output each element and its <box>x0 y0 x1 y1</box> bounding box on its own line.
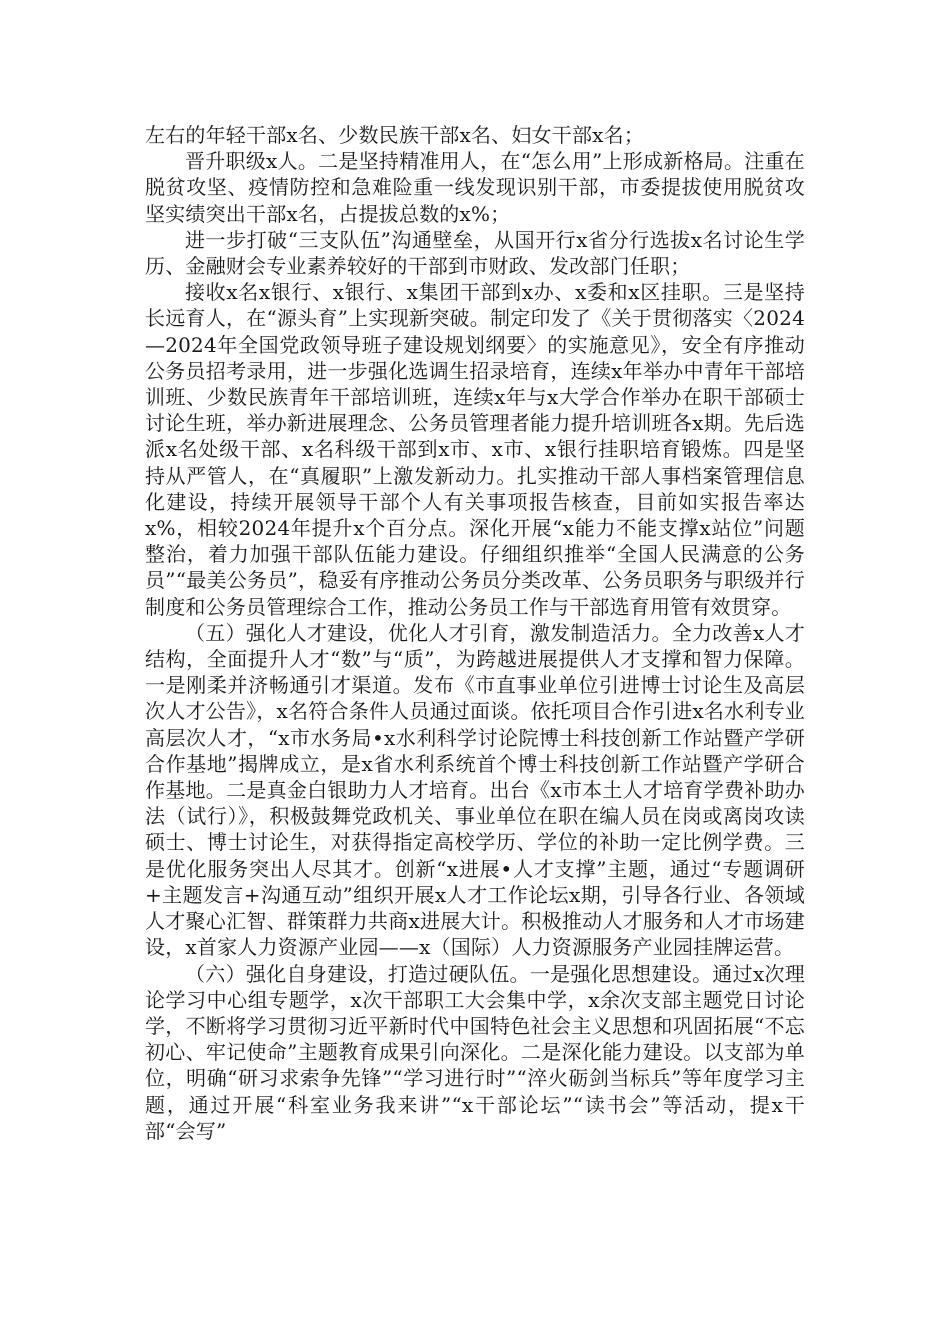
paragraph: 接收x名x银行、x银行、x集团干部到x办、x委和x区挂职。三是坚持长远育人，在“源头育”上实现新突破。制定印发了《关于贯彻落实〈2024—2024年全国党政领导班子建设规划纲要〉的实施意见》，安全有序推动公务员招考录用，进一步强化选调生招录培育，连续x年举办中青年干部培训班、少数民族青年干部培训班，连续x年与x大学合作举办在职干部硕士讨论生班，举办新进展理念、公务员管理者能力提升培训班各x期。先后选派x名处级干部、x名科级干部到x市、x市、x银行挂职培育锻炼。四是坚持从严管人，在“真履职”上激发新动力。扎实推动干部人事档案管理信息化建设，持续开展领导干部个人有关事项报告核查，目前如实报告率达x%，相较2024年提升x个百分点。深化开展“x能力不能支撑x站位”问题整治，着力加强干部队伍能力建设。仔细组织推举“全国人民满意的公务员”“最美公务员”，稳妥有序推动公务员分类改革、公务员职务与职级并行制度和公务员管理综合工作，推动公务员工作与干部选育用管有效贯穿。 <box>145 280 805 619</box>
paragraph: 晋升职级x人。二是坚持精准用人，在“怎么用”上形成新格局。注重在脱贫攻坚、疫情防控和急难险重一线发现识别干部，市委提拔使用脱贫攻坚实绩突出干部x名，占提拔总数的x%； <box>145 149 805 226</box>
paragraph: （五）强化人才建设，优化人才引育，激发制造活力。全力改善x人才结构，全面提升人才“数”与“质”，为跨越进展提供人才支撑和智力保障。一是刚柔并济畅通引才渠道。发布《市直事业单位引进博士讨论生及高层次人才公告》，x名符合条件人员通过面谈。依托项目合作引进x名水利专业高层次人才，“x市水务局•x水利科学讨论院博士科技创新工作站暨产学研合作基地”揭牌成立，是x省水利系统首个博士科技创新工作站暨产学研合作基地。二是真金白银助力人才培育。出台《x市本土人才培育学费补助办法（试行）》，积极鼓舞党政机关、事业单位在职在编人员在岗或离岗攻读硕士、博士讨论生，对获得指定高校学历、学位的补助一定比例学费。三是优化服务突出人尽其才。创新“x进展•人才支撑”主题，通过“专题调研+主题发言+沟通互动”组织开展x人才工作论坛x期，引导各行业、各领域人才聚心汇智、群策群力共商x进展大计。积极推动人才服务和人才市场建设，x首家人力资源产业园——x（国际）人力资源服务产业园挂牌运营。 <box>145 620 805 960</box>
document-body <box>145 122 805 1144</box>
paragraph: （六）强化自身建设，打造过硬队伍。一是强化思想建设。通过x次理论学习中心组专题学，x次干部职工大会集中学，x余次支部主题党日讨论学，不断将学习贯彻习近平新时代中国特色社会主义思想和巩固拓展“不忘初心、牢记使命”主题教育成果引向深化。二是深化能力建设。以支部为单位，明确“研习求索争先锋”“学习进行时”“淬火砺剑当标兵”等年度学习主题，通过开展“科室业务我来讲”“x干部论坛”“读书会”等活动，提x干部“会写” <box>145 961 805 1143</box>
paragraph: 进一步打破“三支队伍”沟通壁垒，从国开行x省分行选拔x名讨论生学历、金融财会专业素养较好的干部到市财政、发改部门任职； <box>145 227 805 279</box>
paragraph: 左右的年轻干部x名、少数民族干部x名、妇女干部x名； <box>145 123 645 147</box>
